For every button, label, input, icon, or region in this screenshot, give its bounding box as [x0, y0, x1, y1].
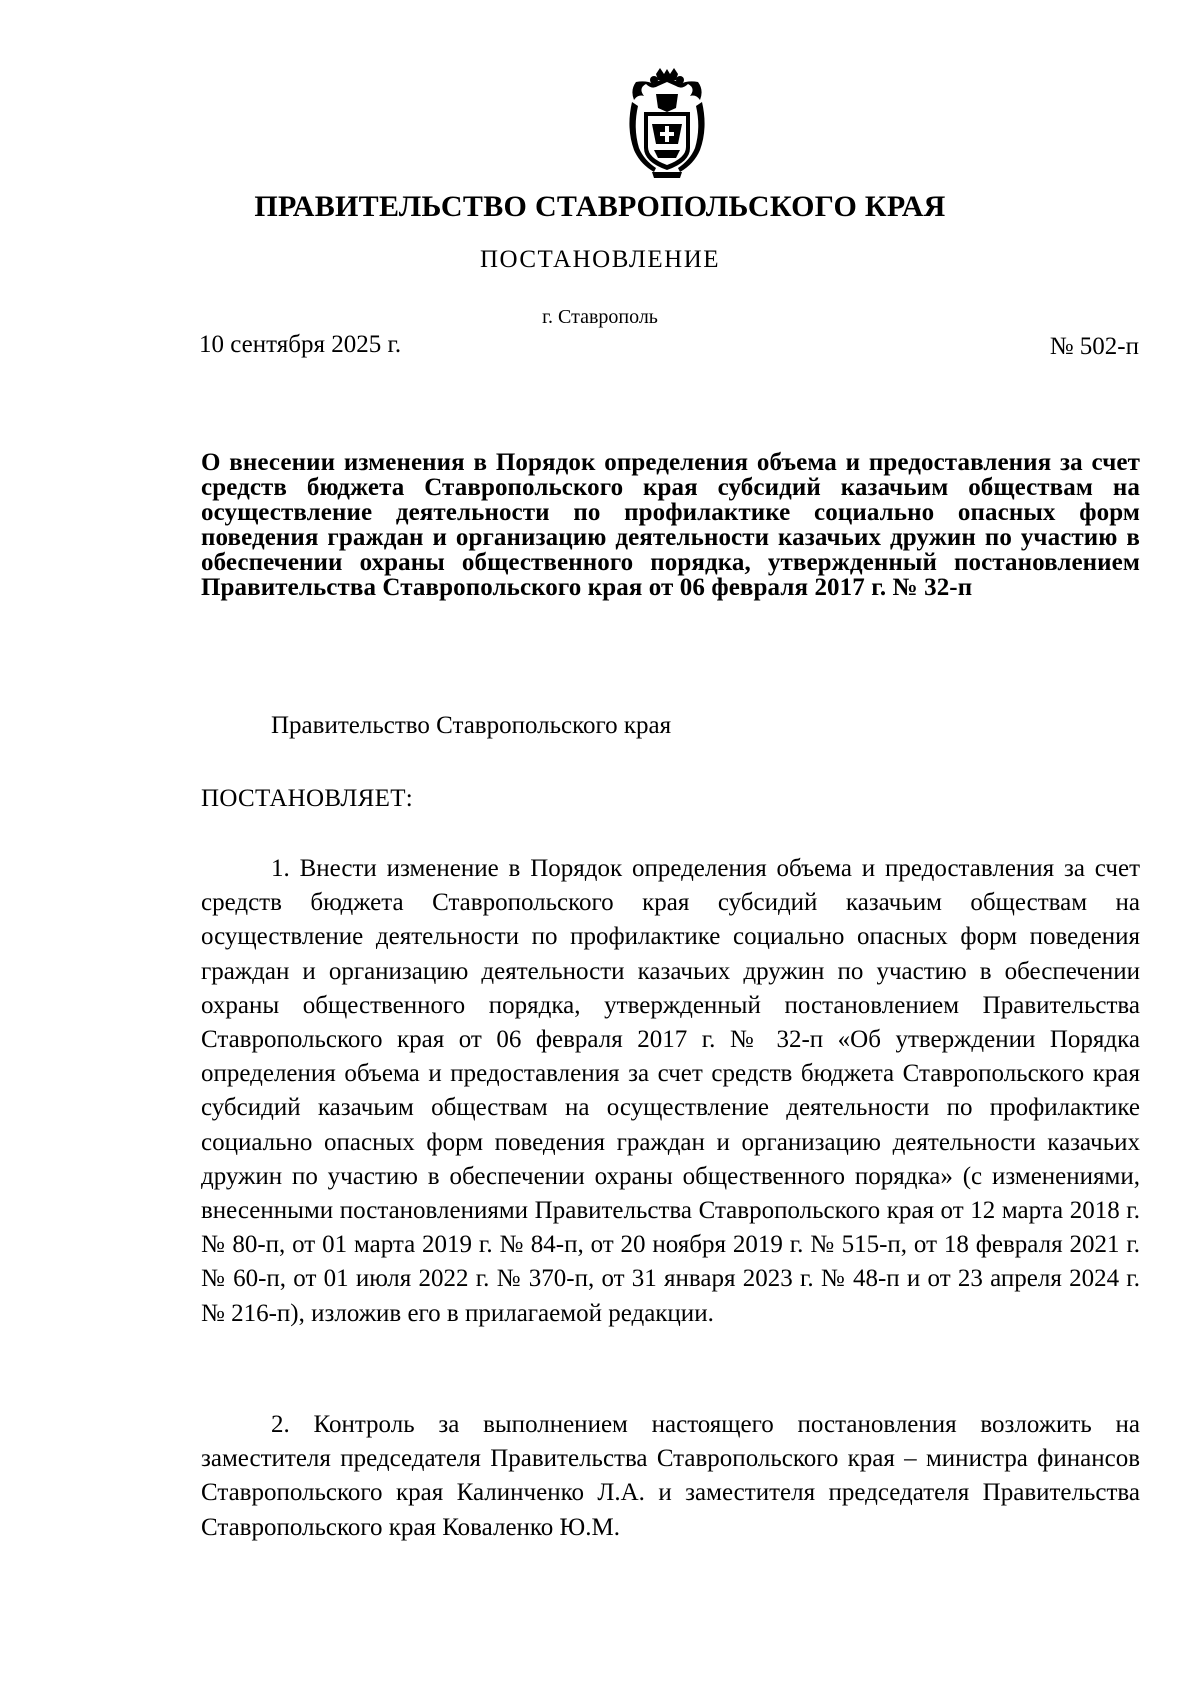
organization-name: ПРАВИТЕЛЬСТВО СТАВРОПОЛЬСКОГО КРАЯ [254, 190, 946, 223]
issuing-body: Правительство Ставропольского края [271, 712, 672, 739]
decree-word: ПОСТАНОВЛЯЕТ: [201, 785, 414, 812]
document-subject: О внесении изменения в Порядок определения объема и предоставления за счет средств бюджета Ставропольского края субсидий казачьим обществам на осуществление деятельности по профилактике социально опасных форм поведения граждан и организацию деятельности казачьих дружин по участию в обеспечении охраны общественного порядка, утвержденный постановлением Правительства Ставропольского края от 06 февраля 2017 г. № 32-п [201, 449, 1140, 601]
paragraph-1: 1. Внести изменение в Порядок определения объема и предоставления за счет средств бюджета Ставропольского края субсидий казачьим обществам на осуществление деятельности по профилактике социально опасных форм поведения граждан и организацию деятельности казачьих дружин по участию в обеспечении охраны общественного порядка, утвержденный постановлением Правительства Ставропольского края от 06 февраля 2017 г. № 32-п «Об утверждении Порядка определения объема и предоставления за счет средств бюджета Ставропольского края субсидий казачьим обществам на осуществление деятельности по профилактике социально опасных форм поведения граждан и организацию деятельности казачьих дружин по участию в обеспечении охраны общественного порядка» (с изменениями, внесенными постановлениями Правительства Ставропольского края от 12 марта 2018 г. № 80-п, от 01 марта 2019 г. № 84-п, от 20 ноября 2019 г. № 515-п, от 18 февраля 2021 г. № 60-п, от 01 июля 2022 г. № 370-п, от 31 января 2023 г. № 48-п и от 23 апреля 2024 г. № 216-п), изложив его в прилагаемой редакции. [201, 855, 1140, 1327]
stavropol-coat-of-arms-icon [626, 68, 708, 178]
document-type: ПОСТАНОВЛЕНИЕ [479, 246, 721, 273]
document-city: г. Ставрополь [542, 306, 658, 328]
paragraph-2: 2. Контроль за выполнением настоящего постановления возложить на заместителя председателя Правительства Ставропольского края – министра финансов Ставропольского края Калинченко Л.А. и заместителя председателя Правительства Ставропольского края Коваленко Ю.М. [201, 1411, 1140, 1541]
document-number: № 502-п [1049, 333, 1139, 360]
document-date: 10 сентября 2025 г. [199, 331, 402, 358]
